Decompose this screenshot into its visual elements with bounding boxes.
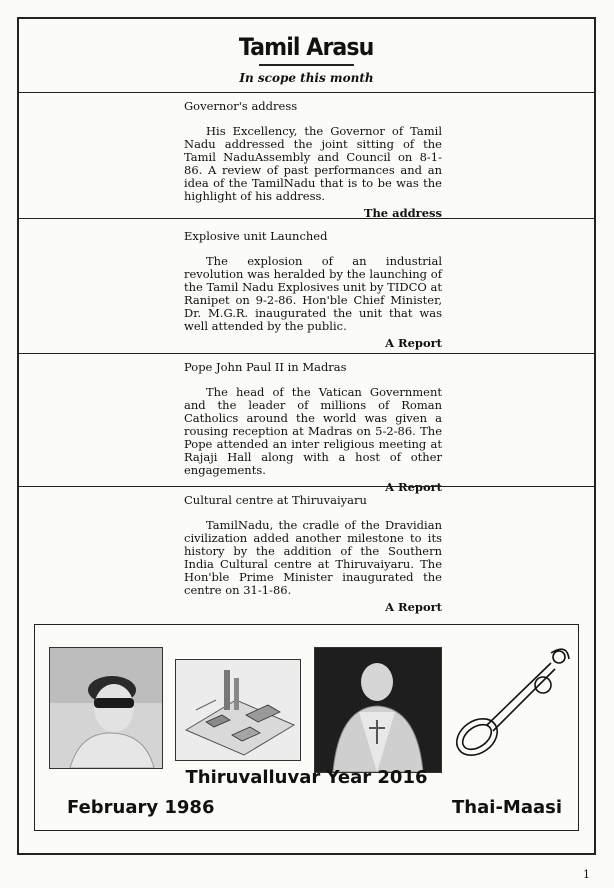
section-body: The explosion of an industrial revolution was heralded by the launching of the Tamil Nadu Explosives unit by TIDCO at Ranipet on 9-2-86. Hon'ble Chief Minister, Dr. M.G.R. inaugurated the unit that was well attended by the public. — [184, 254, 442, 333]
masthead — [19, 33, 594, 85]
section-source: A Report — [385, 600, 442, 614]
section-body: TamilNadu, the cradle of the Dravidian civilization added another milestone to its history by the addition of the Southern India Cultural centre at Thiruvaiyaru. The Hon'ble Prime Minister inaugurated the centre on 31-1-86. — [184, 518, 442, 597]
divider — [19, 353, 594, 354]
page-number: 1 — [583, 868, 590, 881]
section-body: The head of the Vatican Government and the leader of millions of Roman Catholics around the world was given a rousing reception at Madras on 5-2-86. The Pope attended an inter religious meeting at Rajaji Hall along with a host of other engagements. — [184, 385, 442, 477]
section-governors-address — [184, 99, 442, 220]
masthead-subtitle: In scope this month — [239, 71, 374, 85]
magazine-title: Tamil Arasu — [239, 33, 374, 61]
section-title: Governor's address — [184, 99, 298, 113]
section-source: The address — [363, 206, 442, 220]
divider — [19, 218, 594, 219]
portrait-photo — [49, 647, 163, 769]
divider — [19, 486, 594, 487]
section-source: A Report — [385, 480, 442, 494]
tamil-month: Thai-Maasi — [452, 797, 562, 818]
section-pope-visit — [184, 360, 442, 494]
section-cultural-centre — [184, 493, 442, 614]
cover-footer — [34, 624, 579, 831]
section-body: His Excellency, the Governor of Tamil Nadu addressed the joint sitting of the Tamil NaduAssembly and Council on 8-1-86. A review of past performances and an idea of the TamilNadu that is to be was the highlight of his address. — [184, 124, 442, 203]
masthead-rule — [259, 64, 354, 66]
section-title: Explosive unit Launched — [184, 229, 328, 243]
industrial-plant-drawing — [175, 659, 301, 761]
veena-icon — [447, 639, 575, 767]
section-title: Cultural centre at Thiruvaiyaru — [184, 493, 367, 507]
tamil-year: Thiruvalluvar Year 2016 — [185, 767, 428, 788]
page-frame — [17, 17, 596, 855]
pope-photo — [314, 647, 442, 773]
section-title: Pope John Paul II in Madras — [184, 360, 347, 374]
section-explosive-unit — [184, 229, 442, 350]
section-source: A Report — [385, 336, 442, 350]
issue-month: February 1986 — [67, 797, 215, 818]
divider — [19, 92, 594, 93]
